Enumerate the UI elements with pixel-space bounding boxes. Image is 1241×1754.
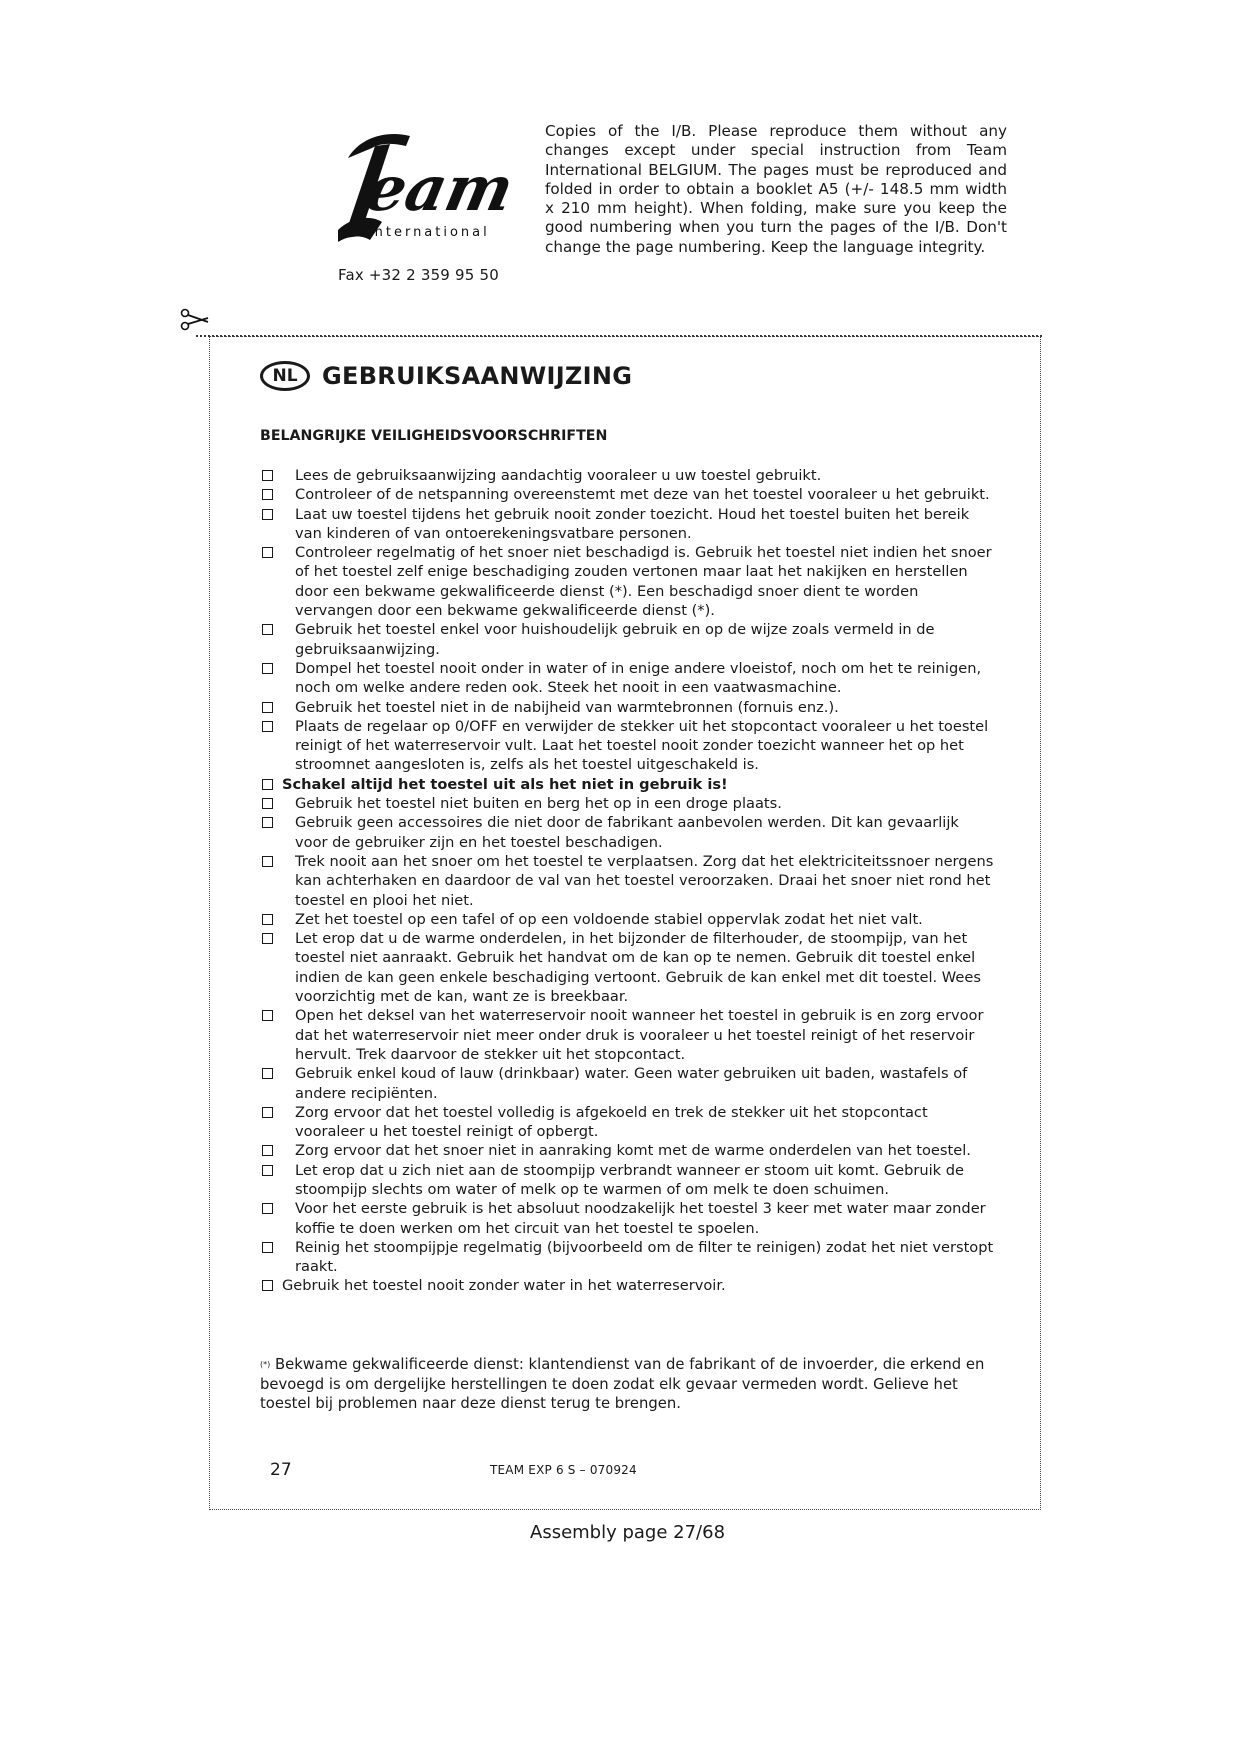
list-item: Laat uw toestel tijdens het gebruik nooit zonder toezicht. Houd het toestel buiten het bereik van kinderen of van ontoerekeningsvatbare personen. xyxy=(260,505,995,544)
list-item: Zet het toestel op een tafel of op een voldoende stabiel oppervlak zodat het niet valt. xyxy=(260,910,995,929)
checkbox-bullet-icon xyxy=(262,1107,273,1118)
page-heading xyxy=(260,355,632,397)
checkbox-bullet-icon xyxy=(262,721,273,732)
list-item: Plaats de regelaar op 0/OFF en verwijder de stekker uit het stopcontact vooraleer u het toestel reinigt of het waterreservoir vult. Laat het toestel nooit zonder toezicht wanneer het op het stroomnet aangesloten is, zelfs als het toestel uitgeschakeld is. xyxy=(260,717,995,775)
list-item: Controleer regelmatig of het snoer niet beschadigd is. Gebruik het toestel niet indien het snoer of het toestel zelf enige beschadiging zouden vertonen maar laat het nakijken en herstellen door een bekwame gekwalificeerde dienst (*). Een beschadigd snoer dient te worden vervangen door een bekwame gekwalificeerde dienst (*). xyxy=(260,543,995,620)
list-item: Dompel het toestel nooit onder in water of in enige andere vloeistof, noch om het te reinigen, noch om welke andere reden ook. Steek het nooit in een vaatwasmachine. xyxy=(260,659,995,698)
list-item: Voor het eerste gebruik is het absoluut noodzakelijk het toestel 3 keer met water maar zonder koffie te doen werken om het circuit van het toestel te spoelen. xyxy=(260,1199,995,1238)
list-item: Gebruik het toestel enkel voor huishoudelijk gebruik en op de wijze zoals vermeld in de gebruiksaanwijzing. xyxy=(260,620,995,659)
team-international-logo xyxy=(330,118,521,258)
list-item: Zorg ervoor dat het snoer niet in aanraking komt met de warme onderdelen van het toestel. xyxy=(260,1141,995,1160)
assembly-page-label: Assembly page 27/68 xyxy=(530,1522,726,1543)
checkbox-bullet-icon xyxy=(262,470,273,481)
checkbox-bullet-icon xyxy=(262,779,273,790)
checkbox-bullet-icon xyxy=(262,798,273,809)
svg-text:international: international xyxy=(368,225,490,240)
footnote-mark: (*) xyxy=(260,1360,271,1369)
list-item: Let erop dat u zich niet aan de stoompijp verbrandt wanneer er stoom uit komt. Gebruik de stoompijp slechts om water of melk op te warmen of om melk te doen schuimen. xyxy=(260,1161,995,1200)
list-item: Zorg ervoor dat het toestel volledig is afgekoeld en trek de stekker uit het stopcontact vooraleer u het toestel reinigt of opbergt. xyxy=(260,1103,995,1142)
checkbox-bullet-icon xyxy=(262,1145,273,1156)
language-badge: NL xyxy=(260,361,310,391)
model-reference: TEAM EXP 6 S – 070924 xyxy=(490,1463,637,1477)
checkbox-bullet-icon xyxy=(262,702,273,713)
footnote-text: Bekwame gekwalificeerde dienst: klantendienst van de fabrikant of de invoerder, die erkend en bevoegd is om dergelijke herstellingen te doen zodat elk gevaar vermeden wordt. Gelieve het toestel bij problemen naar deze dienst terug te brengen. xyxy=(260,1356,985,1413)
checkbox-bullet-icon xyxy=(262,856,273,867)
safety-rules-list xyxy=(260,466,995,1296)
page-number: 27 xyxy=(270,1460,292,1480)
page-title: GEBRUIKSAANWIJZING xyxy=(322,362,633,390)
scissors-icon xyxy=(180,308,210,332)
checkbox-bullet-icon xyxy=(262,509,273,520)
checkbox-bullet-icon xyxy=(262,1165,273,1176)
reproduction-notice: Copies of the I/B. Please reproduce them without any changes except under special instruction from Team International BELGIUM. The pages must be reproduced and folded in order to obtain a booklet A5 (+/- 148.5 mm width x 210 mm height). When folding, make sure you keep the good numbering when you turn the pages of the I/B. Don't change the page numbering. Keep the language integrity. xyxy=(545,122,1007,256)
list-item: Gebruik het toestel nooit zonder water in het waterreservoir. xyxy=(260,1276,995,1295)
list-item: Lees de gebruiksaanwijzing aandachtig vooraleer u uw toestel gebruikt. xyxy=(260,466,995,485)
checkbox-bullet-icon xyxy=(262,817,273,828)
checkbox-bullet-icon xyxy=(262,933,273,944)
fax-number: Fax +32 2 359 95 50 xyxy=(338,266,499,284)
list-item: Open het deksel van het waterreservoir nooit wanneer het toestel in gebruik is en zorg ervoor dat het waterreservoir niet meer onder druk is vooraleer u het toestel reinigt of het reservoir hervult. Trek daarvoor de stekker uit het stopcontact. xyxy=(260,1006,995,1064)
list-item: Gebruik het toestel niet in de nabijheid van warmtebronnen (fornuis enz.). xyxy=(260,698,995,717)
checkbox-bullet-icon xyxy=(262,489,273,500)
checkbox-bullet-icon xyxy=(262,914,273,925)
list-item: Controleer of de netspanning overeenstemt met deze van het toestel vooraleer u het gebruikt. xyxy=(260,485,995,504)
list-item: Reinig het stoompijpje regelmatig (bijvoorbeeld om de filter te reinigen) zodat het niet verstopt raakt. xyxy=(260,1238,995,1277)
footnote xyxy=(260,1355,995,1414)
list-item: Let erop dat u de warme onderdelen, in het bijzonder de filterhouder, de stoompijp, van het toestel niet aanraakt. Gebruik het handvat om de kan op te nemen. Gebruik dit toestel enkel indien de kan geen enkele beschadiging vertoont. Gebruik de kan enkel met dit toestel. Wees voorzichtig met de kan, want ze is breekbaar. xyxy=(260,929,995,1006)
checkbox-bullet-icon xyxy=(262,1242,273,1253)
svg-text:eam: eam xyxy=(359,151,521,225)
list-item: Gebruik enkel koud of lauw (drinkbaar) water. Geen water gebruiken uit baden, wastafels of andere recipiënten. xyxy=(260,1064,995,1103)
list-item: Gebruik het toestel niet buiten en berg het op in een droge plaats. xyxy=(260,794,995,813)
checkbox-bullet-icon xyxy=(262,1203,273,1214)
list-item: Trek nooit aan het snoer om het toestel te verplaatsen. Zorg dat het elektriciteitssnoer nergens kan achterhaken en daardoor de val van het toestel veroorzaken. Draai het snoer niet rond het toestel en plooi het niet. xyxy=(260,852,995,910)
checkbox-bullet-icon xyxy=(262,547,273,558)
checkbox-bullet-icon xyxy=(262,1068,273,1079)
list-item: Schakel altijd het toestel uit als het niet in gebruik is! xyxy=(260,775,995,794)
checkbox-bullet-icon xyxy=(262,1280,273,1291)
checkbox-bullet-icon xyxy=(262,624,273,635)
checkbox-bullet-icon xyxy=(262,663,273,674)
list-item: Gebruik geen accessoires die niet door de fabrikant aanbevolen werden. Dit kan gevaarlijk voor de gebruiker zijn en het toestel beschadigen. xyxy=(260,813,995,852)
section-title: BELANGRIJKE VEILIGHEIDSVOORSCHRIFTEN xyxy=(260,428,608,444)
checkbox-bullet-icon xyxy=(262,1010,273,1021)
